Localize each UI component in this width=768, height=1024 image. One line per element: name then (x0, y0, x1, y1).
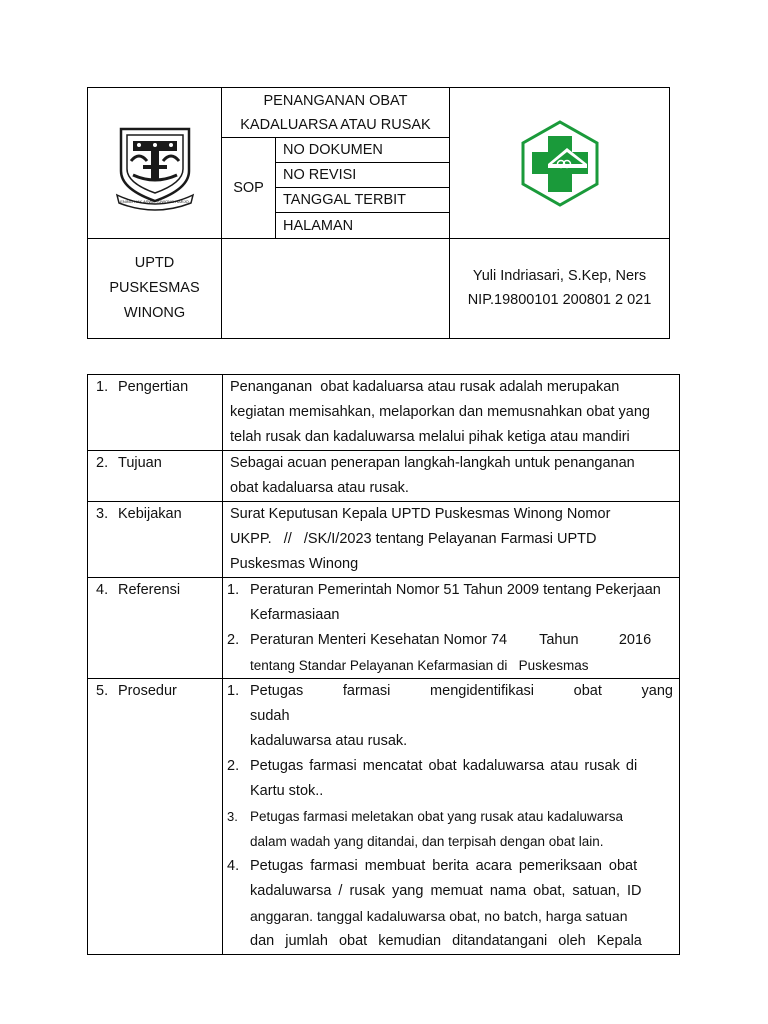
meta-no-dokumen: NO DOKUMEN (276, 138, 450, 163)
section-kebijakan: 3. Kebijakan Surat Keputusan Kepala UPTD Puskesmas Winong Nomor UKPP. // /SK/I/2023 tentang Pelayanan Farmasi UPTD Puskesmas Winong (88, 502, 680, 578)
sop-content-table (87, 374, 680, 955)
crest-ribbon-text: ENING HAK ASWE TUWONG HARJO (120, 199, 189, 205)
reference-list (227, 578, 673, 678)
right-logo-cell (450, 88, 670, 239)
meta-halaman: HALAMAN (276, 213, 450, 238)
list-item: 3. Petugas farmasi meletakan obat yang rusak atau kadaluwarsa dalam wadah yang ditandai, dan terpisah dengan obat lain. (227, 809, 623, 849)
section-label: Referensi (118, 582, 181, 598)
meta-no-revisi: NO REVISI (276, 163, 450, 188)
list-item: 4. Petugas farmasi membuat berita acara pemeriksaan obat kadaluwarsa / rusak yang memuat nama obat, satuan, ID anggaran. tanggal kadaluwarsa obat, no batch, harga satuan dan jumlah obat kemudian ditandatangani oleh Kepala (227, 858, 642, 949)
header-table (87, 87, 670, 339)
empty-signature-cell (222, 238, 450, 338)
section-label: Prosedur (118, 683, 177, 699)
procedure-list (227, 679, 673, 954)
section-referensi: 4. Referensi 1. Peraturan Pemerintah Nomor 51 Tahun 2009 tentang Pekerjaan Kefarmasiaan 2. Peraturan Menteri Kesehatan Nomor 74 Tahun 2016 tentang Standar Pelayanan Kefarmasian di Puskesmas (88, 578, 680, 679)
list-item: 2. Peraturan Menteri Kesehatan Nomor 74 Tahun 2016 tentang Standar Pelayanan Kefarmasian di Puskesmas (227, 632, 652, 673)
section-label: Pengertian (118, 379, 189, 395)
left-logo-cell (88, 88, 222, 239)
section-tujuan: 2. Tujuan Sebagai acuan penerapan langkah-langkah untuk penanganan obat kadaluarsa atau rusak. (88, 451, 680, 502)
meta-tanggal-terbit: TANGGAL TERBIT (276, 188, 450, 213)
regency-crest-icon (113, 121, 197, 211)
list-item: 2. Petugas farmasi mencatat obat kadaluwarsa atau rusak di Kartu stok.. (227, 758, 638, 799)
section-label: Kebijakan (118, 506, 182, 522)
list-item: 1. Peraturan Pemerintah Nomor 51 Tahun 2009 tentang Pekerjaan Kefarmasiaan (227, 582, 661, 623)
section-pengertian: 1. Pengertian Penanganan obat kadaluarsa atau rusak adalah merupakan kegiatan memisahkan, melaporkan dan memusnahkan obat yang telah rusak dan kadaluwarsa melalui pihak ketiga atau mandiri (88, 375, 680, 451)
signer-name: Yuli Indriasari, S.Kep, Ners (472, 268, 647, 285)
sop-label: SOP (222, 138, 276, 238)
signer-nip: NIP.19800101 200801 2 021 (467, 292, 652, 309)
section-label: Tujuan (118, 455, 162, 471)
puskesmas-logo-icon (515, 118, 605, 208)
list-item: 1. Petugas farmasi mengidentifikasi obat yang sudah kadaluwarsa atau rusak. (227, 683, 673, 749)
section-prosedur: 5. Prosedur 1. Petugas farmasi mengidentifikasi obat yang sudah kadaluwarsa atau rusak. 2. Petugas farmasi mencatat obat kadaluwarsa atau rusak di Kartu stok.. 3. Petugas farmasi meletakan obat yang rusak atau kadaluwarsa dalam wadah yang ditandai, dan terpisah dengan obat lain. 4. Petugas farmasi membuat berita acara pemeriksaan obat kadaluwarsa / rusak yang memuat nama obat, satuan, ID anggaran. tanggal kadaluwarsa obat, no batch, harga satuan dan jumlah obat kemudian ditandatangani oleh Kepala (88, 679, 680, 955)
document-title: PENANGANAN OBAT KADALUARSA ATAU RUSAK (222, 88, 450, 138)
signer-block (450, 238, 670, 338)
organization-name: UPTD PUSKESMAS WINONG (88, 238, 222, 338)
